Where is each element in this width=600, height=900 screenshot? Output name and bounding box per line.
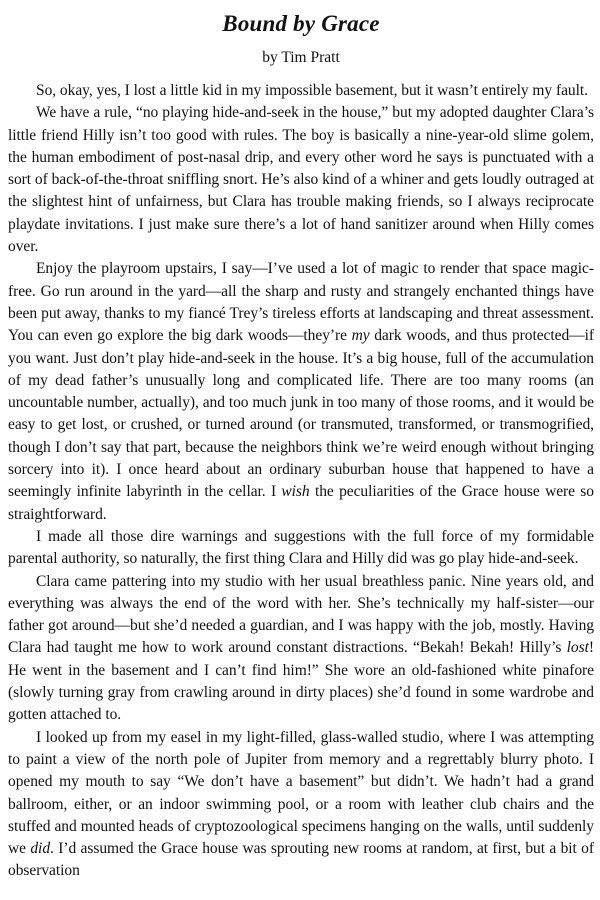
paragraph-1 [8,80,594,102]
paragraph-text: the peculiarities of the Grace house were so straightforward. [8,483,594,523]
author-byline: by Tim Pratt [262,49,340,66]
emphasis-text: did [30,840,51,858]
paragraph-2 [8,102,594,258]
paragraph-6 [8,727,594,883]
paragraph-text: ! He went in the basement and I can’t find him!” She wore an old-fashioned white pinafore (slowly turning gray from crawling around in dirty places) she’d found in some wardrobe and gotten attached to. [8,639,594,724]
emphasis-text: wish [281,483,310,501]
story-title: Bound by Grace [222,11,380,36]
paragraph-text: I made all those dire warnings and suggestions with the full force of my formidable parental authority, so naturally, the first thing Clara and Hilly did was go play hide-and-seek. [8,527,594,568]
emphasis-text: my [351,327,370,345]
story-body [8,80,594,883]
paragraph-text: I looked up from my easel in my light-filled, glass-walled studio, where I was attempting to paint a view of the north pole of Jupiter from memory and a regrettably blurry photo. I opened my mouth to say “We don’t have a basement” but didn’t. We hadn’t had a grand ballroom, either, or an indoor swimming pool, or a room with leather club chairs and the stuffed and mounted heads of cryptozoological specimens hanging on the walls, until suddenly we [8,728,594,858]
paragraph-text: dark woods, and thus protected—if you want. Just don’t play hide-and-seek in the house. It’s a big house, full of the accumulation of my dead father’s unusually long and complicated life. There are too many rooms (an uncountable number, actually), and too much junk in too many of those rooms, and it would be easy to get lost, or crushed, or turned around (or transmuted, transformed, or transmogrified, though I don’t say that part, because the neighbors think we’re weird enough without bringing sorcery into it). I once heard about an ordinary suburban house that happened to have a seemingly infinite labyrinth in the cellar. I [8,327,594,501]
paragraph-text: Clara came pattering into my studio with her usual breathless panic. Nine years old, and everything was always the end of the word with her. She’s technically my half-sister—our father got around—but she’d needed a guardian, and I was happy with the job, mostly. Having Clara had taught me how to work around constant distractions. “Bekah! Bekah! Hilly’s [8,572,594,657]
paragraph-3 [8,258,594,526]
emphasis-text: lost [566,639,589,657]
paragraph-text: . I’d assumed the Grace house was sprouting new rooms at random, at first, but a bit of observation [8,840,594,880]
paragraph-4 [8,526,594,571]
paragraph-text: So, okay, yes, I lost a little kid in my impossible basement, but it wasn’t entirely my fault. [36,82,588,99]
paragraph-text: We have a rule, “no playing hide-and-seek in the house,” but my adopted daughter Clara’s little friend Hilly isn’t too good with rules. The boy is basically a nine-year-old slime golem, the human embodiment of post-nasal drip, and every other word he says is punctuated with a sort of back-of-the-throat sniffling snort. He’s also kind of a whiner and gets loudly outraged at the slightest hint of unfairness, but Clara has trouble making friends, so I always reciprocate playdate invitations. I just make sure there’s a lot of hand sanitizer around when Hilly comes over. [8,104,594,256]
paragraph-text: Enjoy the playroom upstairs, I say—I’ve used a lot of magic to render that space magic-free. Go run around in the yard—all the sharp and rusty and strangely enchanted things have been put away, thanks to my fiancé Trey’s tireless efforts at landscaping and threat assessment. You can even go explore the big dark woods—they’re [8,260,594,345]
paragraph-5 [8,571,594,727]
